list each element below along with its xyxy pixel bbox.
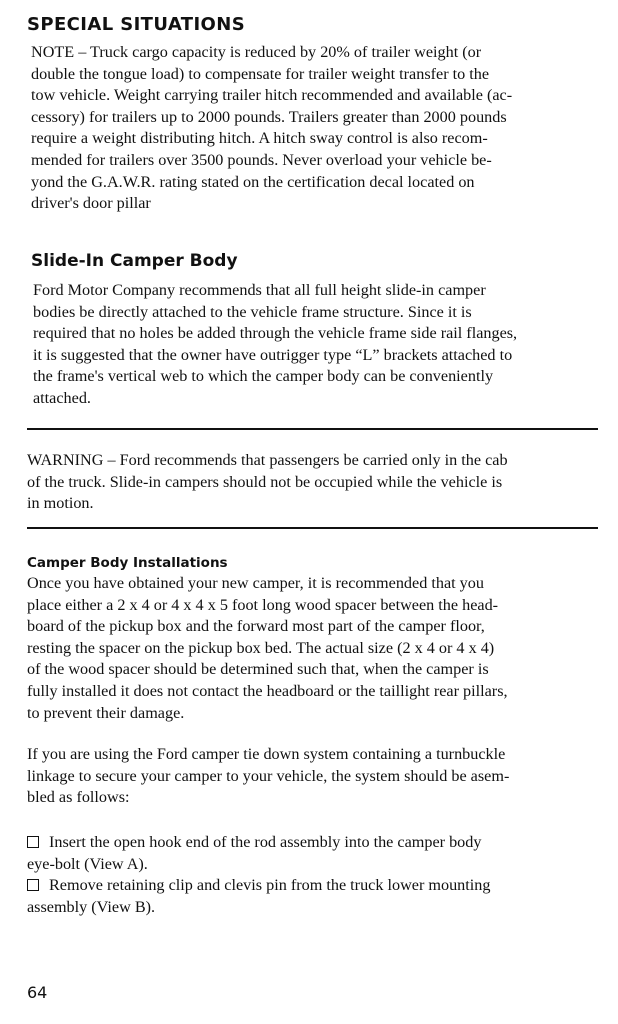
slide-in-camper-heading: Slide-In Camper Body	[31, 251, 238, 271]
slide-in-line: bodies be directly attached to the vehicle frame structure. Since it is	[33, 302, 472, 321]
step-line: Insert the open hook end of the rod assembly into the camper body	[49, 833, 482, 851]
warning-top-divider	[27, 428, 598, 430]
note-line: double the tongue load) to compensate for trailer weight transfer to the	[31, 64, 490, 83]
installation-line: resting the spacer on the pickup box bed. The actual size (2 x 4 or 4 x 4)	[27, 638, 495, 657]
camper-installations-heading: Camper Body Installations	[27, 555, 228, 571]
tie-down-line: bled as follows:	[27, 788, 130, 807]
checkbox-icon	[27, 879, 39, 891]
note-line: yond the G.A.W.R. rating stated on the certification decal located on	[31, 172, 475, 191]
slide-in-line: the frame's vertical web to which the camper body can be conveniently	[33, 367, 494, 386]
assembly-step	[27, 832, 490, 854]
warning-line: WARNING – Ford recommends that passengers be carried only in the cab	[27, 451, 508, 469]
camper-installations-paragraph	[27, 573, 508, 724]
warning-paragraph	[27, 450, 508, 515]
slide-in-line: attached.	[33, 388, 91, 407]
tie-down-line: If you are using the Ford camper tie down system containing a turnbuckle	[27, 745, 506, 763]
assembly-step-continued	[27, 854, 490, 876]
slide-in-line: it is suggested that the owner have outrigger type “L” brackets attached to	[33, 345, 513, 364]
tie-down-paragraph	[27, 744, 509, 809]
assembly-step	[27, 875, 490, 897]
step-line: eye-bolt (View A).	[27, 854, 148, 873]
step-line: assembly (View B).	[27, 897, 156, 916]
slide-in-line: Ford Motor Company recommends that all full height slide-in camper	[33, 281, 486, 299]
page-number: 64	[27, 983, 48, 1002]
note-line: tow vehicle. Weight carrying trailer hitch recommended and available (ac-	[31, 86, 513, 105]
note-line: cessory) for trailers up to 2000 pounds. Trailers greater than 2000 pounds	[31, 107, 507, 126]
special-situations-heading: SPECIAL SITUATIONS	[27, 14, 246, 35]
note-line: require a weight distributing hitch. A hitch sway control is also recom-	[31, 129, 488, 148]
note-line: mended for trailers over 3500 pounds. Never overload your vehicle be-	[31, 150, 492, 169]
assembly-step-continued	[27, 897, 490, 919]
installation-line: of the wood spacer should be determined such that, when the camper is	[27, 660, 489, 679]
trailer-note-paragraph	[31, 42, 512, 215]
note-line: NOTE – Truck cargo capacity is reduced by 20% of trailer weight (or	[31, 43, 482, 61]
slide-in-camper-paragraph	[33, 280, 517, 410]
step-line: Remove retaining clip and clevis pin from the truck lower mounting	[49, 876, 491, 895]
slide-in-line: required that no holes be added through the vehicle frame side rail flanges,	[33, 324, 518, 343]
checkbox-icon	[27, 836, 39, 848]
warning-line: of the truck. Slide-in campers should not be occupied while the vehicle is	[27, 472, 503, 491]
warning-line: in motion.	[27, 494, 94, 513]
note-line: driver's door pillar	[31, 194, 151, 213]
warning-bottom-divider	[27, 527, 598, 529]
installation-line: Once you have obtained your new camper, it is recommended that you	[27, 574, 484, 592]
installation-line: fully installed it does not contact the headboard or the taillight rear pillars,	[27, 681, 508, 700]
installation-line: board of the pickup box and the forward most part of the camper floor,	[27, 617, 485, 636]
assembly-steps-list	[27, 832, 490, 918]
installation-line: to prevent their damage.	[27, 703, 185, 722]
installation-line: place either a 2 x 4 or 4 x 4 x 5 foot long wood spacer between the head-	[27, 595, 499, 614]
tie-down-line: linkage to secure your camper to your vehicle, the system should be asem-	[27, 766, 510, 785]
